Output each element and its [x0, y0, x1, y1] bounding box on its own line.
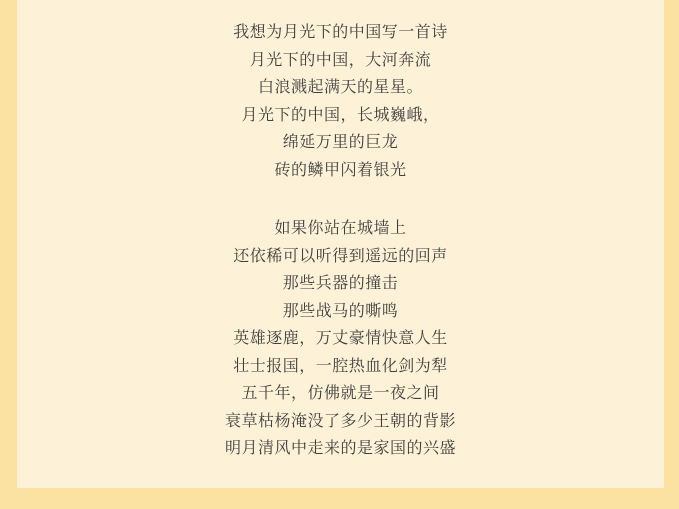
poem-line: 那些兵器的撞击 — [282, 273, 399, 292]
poem-line: 月光下的中国，大河奔流 — [249, 49, 432, 69]
poem-line: 绵延万里的巨龙 — [282, 132, 399, 151]
poem-line: 五千年，仿佛就是一夜之间 — [241, 383, 440, 402]
poem-line: 我想为月光下的中国写一首诗 — [233, 22, 448, 41]
poem-line: 壮士报国，一腔热血化剑为犁 — [233, 355, 448, 375]
poem-line: 月光下的中国，长城巍峨， — [241, 104, 440, 124]
poem-line: 还依稀可以听得到遥远的回声 — [233, 245, 448, 265]
poem-line: 明月清风中走来的是家国的兴盛 — [224, 438, 456, 457]
poem-line: 白浪溅起满天的星星。 — [257, 77, 423, 96]
poem-line: 如果你站在城墙上 — [274, 218, 407, 237]
stanza-break — [17, 183, 664, 214]
poem-line: 英雄逐鹿，万丈豪情快意人生 — [233, 328, 448, 347]
article-body — [17, 0, 664, 488]
poem-stanza-2 — [17, 214, 664, 462]
poem-line: 衰草枯杨淹没了多少王朝的背影 — [224, 410, 456, 430]
poem-line: 砖的鳞甲闪着银光 — [274, 159, 407, 179]
poem-line: 那些战马的嘶鸣 — [282, 300, 399, 320]
poem-stanza-1 — [17, 18, 664, 183]
